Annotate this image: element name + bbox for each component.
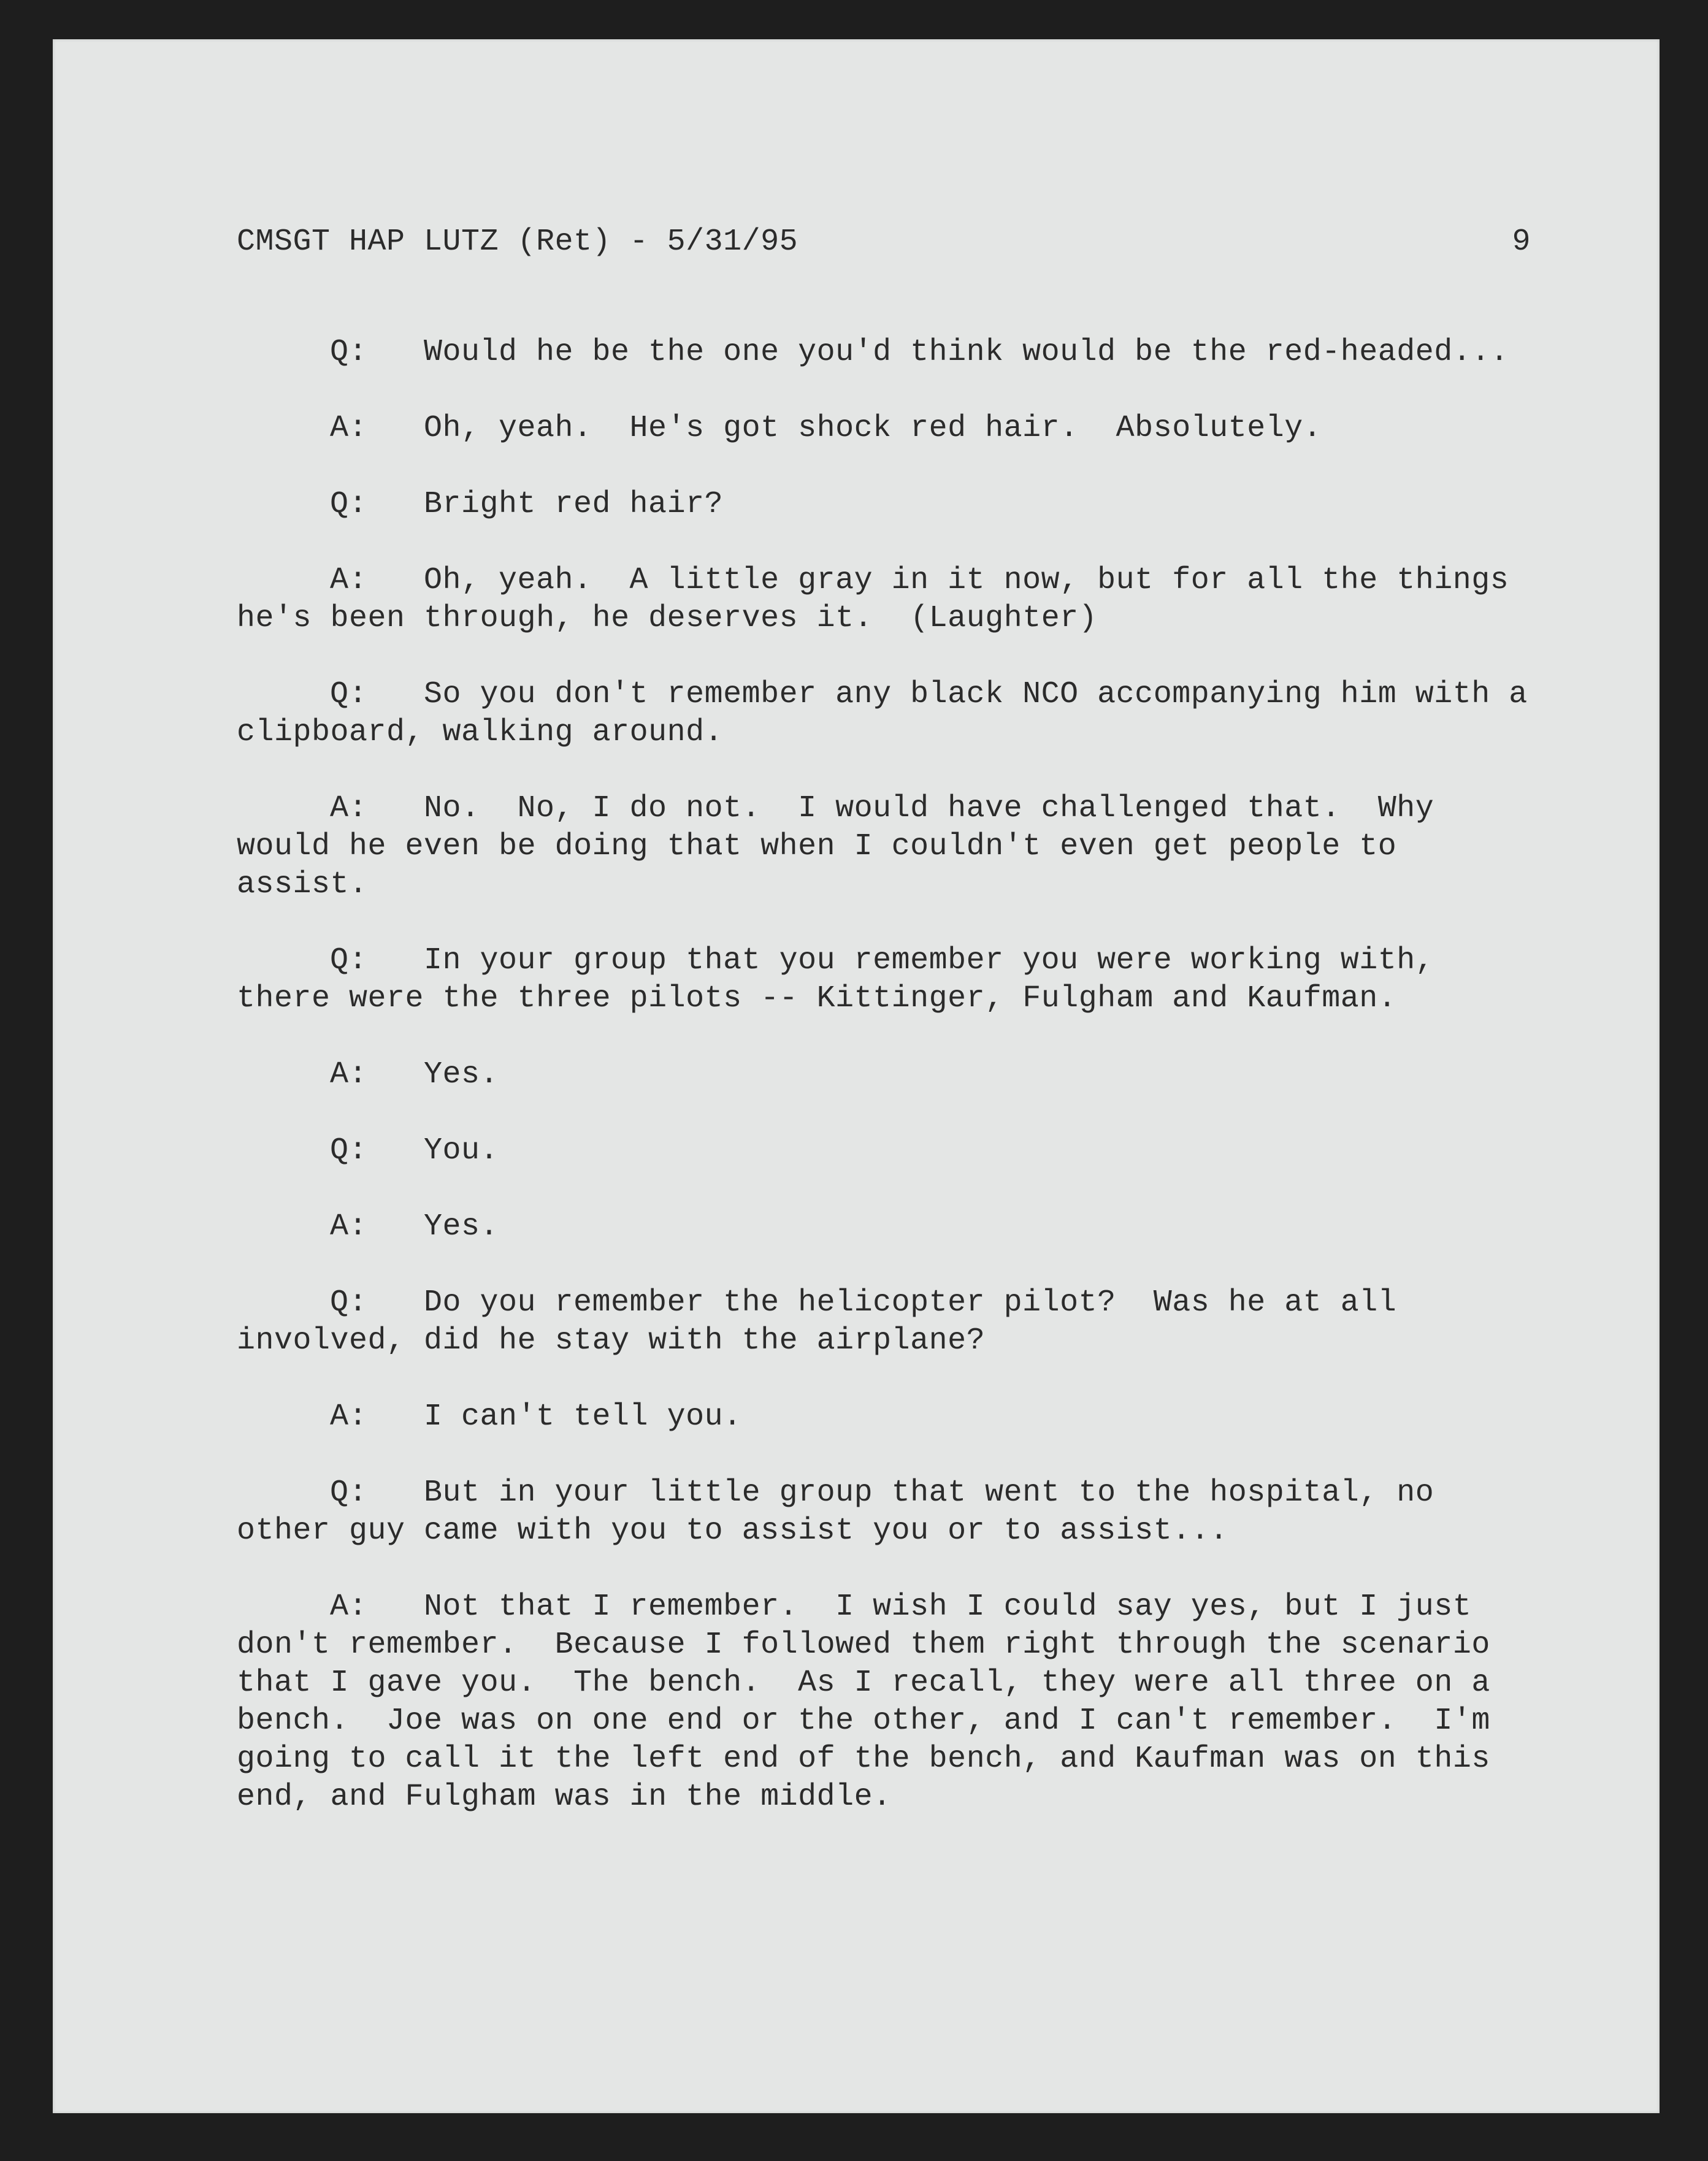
speaker-label: Q: [330,1475,368,1510]
speaker-label: A: [330,411,368,446]
exchange-5 [237,676,1547,752]
speaker-label: A: [330,563,368,598]
exchange-text: In your group that you remember you were working with, there were the three pilots -- Kittinger, Fulgham and Kaufman. [237,943,1453,1016]
exchange-text: But in your little group that went to the hospital, no other guy came with you to assist you or to assist... [237,1475,1453,1548]
exchange-text: Yes. [424,1209,499,1244]
speaker-label: Q: [330,1285,368,1320]
exchange-text: So you don't remember any black NCO accompanying him with a clipboard, walking around. [237,677,1547,750]
page-number: 9 [1512,224,1531,259]
exchange-text: Not that I remember. I wish I could say yes, but I just don't remember. Because I followed them right through the scenario that I gave you. The bench. As I recall, they were all three on a bench. Joe was on one end or the other, and I can't remember. I'm going to call it the left end of the bench, and Kaufman was on this end, and Fulgham was in the middle. [237,1589,1509,1815]
page-header [237,223,1531,261]
exchange-text: Would he be the one you'd think would be the red-headed... [424,335,1509,370]
exchange-text: No. No, I do not. I would have challenged that. Why would he even be doing that when I couldn't even get people to assist. [237,791,1453,902]
speaker-label: A: [330,791,368,826]
speaker-label: A: [330,1209,368,1244]
speaker-label: A: [330,1057,368,1092]
exchange-text: Oh, yeah. He's got shock red hair. Absolutely. [424,411,1322,446]
exchange-text: You. [424,1133,499,1168]
header-title: CMSGT HAP LUTZ (Ret) - 5/31/95 [237,224,798,259]
exchange-text: I can't tell you. [424,1399,742,1434]
exchange-text: Bright red hair? [424,487,724,522]
document-page [53,39,1660,2113]
exchange-7 [237,942,1531,1018]
exchange-11 [237,1284,1531,1360]
exchange-text: Yes. [424,1057,499,1092]
exchange-1 [237,334,1531,372]
speaker-label: Q: [330,487,368,522]
exchange-text: Do you remember the helicopter pilot? Was he at all involved, did he stay with the airplane? [237,1285,1415,1358]
exchange-13 [237,1474,1531,1550]
speaker-label: A: [330,1399,368,1434]
exchange-10 [237,1208,1531,1246]
exchange-14 [237,1588,1531,1816]
speaker-label: Q: [330,335,368,370]
transcript [237,223,1547,1854]
speaker-label: Q: [330,1133,368,1168]
exchange-9 [237,1132,1531,1170]
speaker-label: Q: [330,943,368,978]
exchange-text: Oh, yeah. A little gray in it now, but for all the things he's been through, he deserves it. (Laughter) [237,563,1528,636]
exchange-12 [237,1398,1531,1436]
exchange-4 [237,562,1531,638]
exchange-3 [237,486,1531,524]
exchange-8 [237,1056,1531,1094]
exchange-2 [237,410,1531,448]
speaker-label: Q: [330,677,368,712]
speaker-label: A: [330,1589,368,1624]
exchange-6 [237,790,1531,904]
